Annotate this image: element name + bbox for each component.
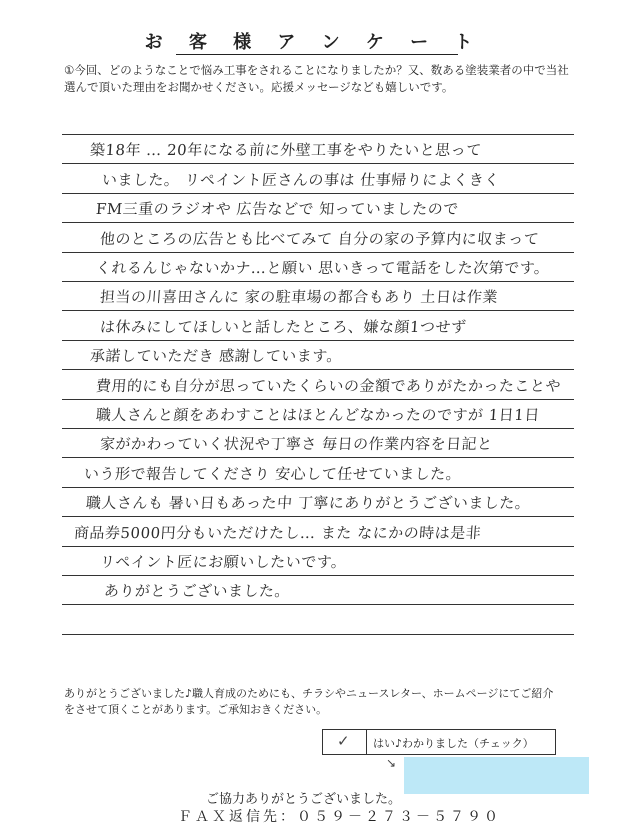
- handwritten-line: くれるんじゃないかナ…と願い 思いきって電話をした次第です。: [95, 259, 551, 277]
- survey-question: ①今回、どのようなことで悩み工事をされることになりましたか？又、数ある塗装業者の中で当社選んで頂いた理由をお聞かせください。応援メッセージなども嬉しいです。: [64, 63, 569, 94]
- handwritten-line: 職人さんも 暑い日もあった中 丁寧にありがとうございました。: [85, 494, 531, 513]
- page-title: お 客 様 ア ン ケ ー ト: [144, 32, 483, 53]
- consent-label: はい♪わかりました（チェック）: [373, 737, 534, 750]
- handwritten-line: いう形で報告してくださり 安心して任せていました。: [83, 464, 462, 483]
- handwritten-line: 担当の川喜田さんに 家の駐車場の都合もあり 土日は作業: [99, 288, 499, 307]
- handwritten-line: 商品券5000円分もいただけたし… また なにかの時は是非: [73, 523, 482, 542]
- checkbox-divider: [366, 730, 367, 754]
- handwritten-line: FM三重のラジオや 広告などで 知っていましたので: [95, 200, 460, 219]
- consent-checkbox-row[interactable]: [322, 729, 556, 755]
- publication-notice: ありがとうございました♪職人育成のためにも、チラシやニュースレター、ホームページにてご紹介をさせて頂くことがあります。ご承知おきください。: [64, 687, 554, 716]
- handwritten-line: 費用的にも自分が思っていたくらいの金額でありがたかったことや: [95, 376, 562, 395]
- closing-thanks: ご協力ありがとうございました。: [206, 792, 402, 807]
- handwritten-line: は休みにしてほしいと話したところ、嫌な顔1つせず: [99, 317, 468, 336]
- fax-number: ＦＡＸ返信先：０５９－２７３－５７９０: [178, 809, 501, 825]
- handwritten-line: 職人さんと顔をあわすことはほとんどなかったのですが 1日1日: [95, 406, 541, 424]
- handwritten-line: 承諾していただき 感謝しています。: [89, 347, 343, 366]
- handwritten-line: いました。 リペイント匠さんの事は 仕事帰りによくきく: [101, 170, 501, 189]
- handwritten-line: ありがとうございました。: [103, 582, 291, 601]
- arrow-icon: ↘: [386, 756, 397, 770]
- handwritten-line: 築18年 … 20年になる前に外壁工事をやりたいと思って: [89, 141, 483, 160]
- redaction-block: [404, 757, 589, 794]
- handwritten-line: 家がかわっていく状況や丁寧さ 毎日の作業内容を日記と: [99, 435, 494, 454]
- handwritten-line: 他のところの広告とも比べてみて 自分の家の予算内に収まって: [99, 229, 540, 248]
- handwritten-line: リペイント匠にお願いしたいです。: [99, 553, 348, 571]
- check-mark-icon[interactable]: ✓: [337, 732, 350, 750]
